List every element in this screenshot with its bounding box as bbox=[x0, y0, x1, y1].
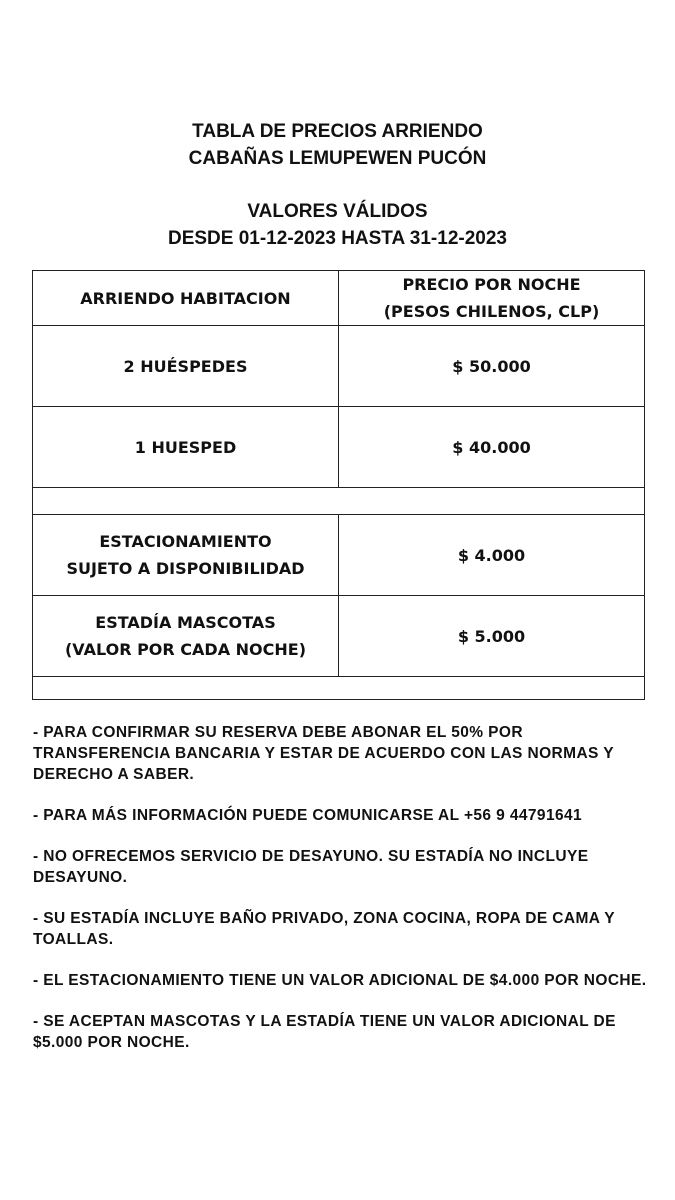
row-label-line-1: ESTACIONAMIENTO bbox=[99, 532, 272, 551]
note-item: - NO OFRECEMOS SERVICIO DE DESAYUNO. SU ESTADÍA NO INCLUYE DESAYUNO. bbox=[33, 848, 589, 886]
row-label-line-1: 2 HUÉSPEDES bbox=[123, 356, 248, 376]
row-price bbox=[339, 407, 645, 488]
table-row bbox=[33, 326, 645, 407]
col-header-price-line-2: (PESOS CHILENOS, CLP) bbox=[383, 302, 600, 321]
spacer-cell bbox=[33, 677, 645, 700]
note-item: - SU ESTADÍA INCLUYE BAÑO PRIVADO, ZONA COCINA, ROPA DE CAMA Y TOALLAS. bbox=[33, 910, 615, 948]
notes-list bbox=[33, 722, 648, 1073]
table-row bbox=[33, 596, 645, 677]
row-label-line-2: (VALOR POR CADA NOCHE) bbox=[64, 640, 307, 659]
spacer-cell bbox=[33, 488, 645, 515]
row-label-line-1: 1 HUESPED bbox=[134, 437, 237, 457]
note-item: - EL ESTACIONAMIENTO TIENE UN VALOR ADICIONAL DE $4.000 POR NOCHE. bbox=[33, 972, 647, 989]
row-label bbox=[33, 596, 339, 677]
title-line-2: CABAÑAS LEMUPEWEN PUCÓN bbox=[188, 148, 487, 169]
table-header-row bbox=[33, 271, 645, 326]
price-table bbox=[32, 270, 645, 700]
row-label bbox=[33, 407, 339, 488]
table-spacer-row bbox=[33, 677, 645, 700]
validity-period bbox=[0, 198, 675, 252]
row-price-value: $ 5.000 bbox=[457, 626, 526, 646]
table-row bbox=[33, 515, 645, 596]
note-item: - SE ACEPTAN MASCOTAS Y LA ESTADÍA TIENE UN VALOR ADICIONAL DE $5.000 POR NOCHE. bbox=[33, 1013, 616, 1051]
row-price bbox=[339, 515, 645, 596]
row-label bbox=[33, 515, 339, 596]
row-price bbox=[339, 596, 645, 677]
col-header-room-label: ARRIENDO HABITACION bbox=[80, 288, 291, 308]
table-spacer-row bbox=[33, 488, 645, 515]
row-price-value: $ 50.000 bbox=[452, 356, 531, 376]
row-price bbox=[339, 326, 645, 407]
title-line-1: TABLA DE PRECIOS ARRIENDO bbox=[192, 121, 483, 142]
validity-line-1: VALORES VÁLIDOS bbox=[247, 201, 428, 222]
validity-line-2: DESDE 01-12-2023 HASTA 31-12-2023 bbox=[167, 228, 507, 249]
col-header-price bbox=[339, 271, 645, 326]
row-price-value: $ 40.000 bbox=[452, 437, 531, 457]
row-label-line-2: SUJETO A DISPONIBILIDAD bbox=[66, 559, 305, 578]
col-header-price-line-1: PRECIO POR NOCHE bbox=[402, 275, 581, 294]
table-row bbox=[33, 407, 645, 488]
row-label bbox=[33, 326, 339, 407]
document-title bbox=[0, 118, 675, 172]
note-item: - PARA MÁS INFORMACIÓN PUEDE COMUNICARSE AL +56 9 44791641 bbox=[33, 807, 583, 824]
col-header-room bbox=[33, 271, 339, 326]
row-price-value: $ 4.000 bbox=[457, 545, 526, 565]
row-label-line-1: ESTADÍA MASCOTAS bbox=[95, 613, 276, 632]
note-item: - PARA CONFIRMAR SU RESERVA DEBE ABONAR EL 50% POR TRANSFERENCIA BANCARIA Y ESTAR DE ACUERDO CON LAS NORMAS Y DERECHO A SABER. bbox=[33, 724, 614, 783]
